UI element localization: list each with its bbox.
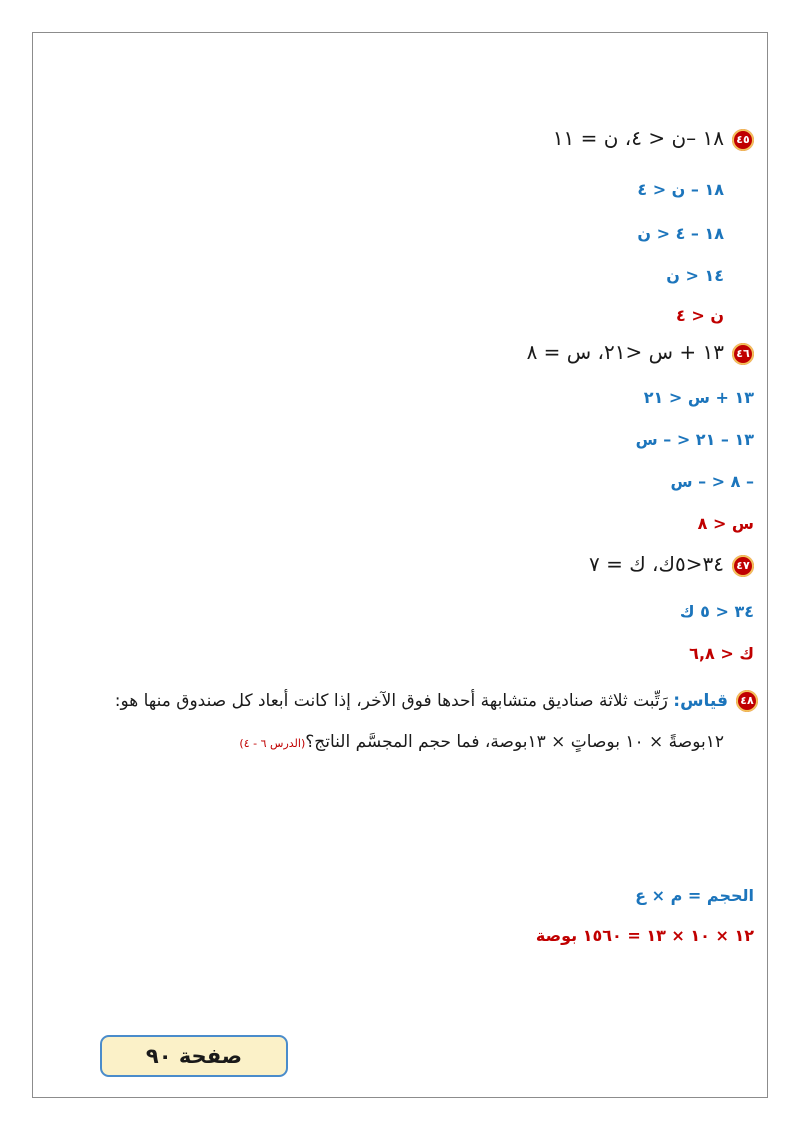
problem-45-statement [553, 126, 754, 151]
solution-answer: س < ٨ [697, 514, 754, 533]
problem-number-badge: ٤٧ [732, 555, 754, 577]
solution-step: ١٤ < ن [666, 266, 724, 285]
volume-answer: ١٢ × ١٠ × ١٣ = ١٥٦٠ بوصة [535, 926, 754, 945]
problem-47-statement [589, 552, 754, 577]
solution-step: ١٣ – ٢١ < – س [635, 430, 754, 449]
problem-48-line2 [239, 732, 724, 752]
lesson-reference: (الدرس ٦ - ٤) [239, 737, 306, 750]
problem-text: ١٢بوصةً × ١٠ بوصاتٍ × ١٣بوصة، فما حجم المجسَّم الناتج؟ [305, 732, 724, 752]
problem-statement-text: ١٨ –ن < ٤، ن = ١١ [552, 126, 724, 150]
problem-text: رَتِّبت ثلاثة صناديق متشابهة أحدها فوق الآخر، إذا كانت أبعاد كل صندوق منها هو: [114, 691, 668, 711]
solution-answer: ك < ٦,٨ [689, 644, 754, 663]
problem-statement-text: ٣٤<٥ك، ك = ٧ [588, 552, 724, 576]
problem-48-line1 [115, 690, 758, 712]
problem-number-badge: ٤٥ [732, 129, 754, 151]
solution-step: ٣٤ < ٥ ك [679, 602, 754, 621]
problem-keyword: قياس: [673, 691, 728, 711]
solution-step: ١٣ + س < ٢١ [643, 388, 754, 407]
problem-statement-text: ١٣ + س <٢١، س = ٨ [526, 340, 724, 364]
solution-step: – ٨ < – س [670, 472, 754, 491]
problem-number-badge: ٤٨ [736, 690, 758, 712]
solution-step: ١٨ – ن < ٤ [637, 180, 724, 199]
problem-46-statement [527, 340, 754, 365]
problem-number-badge: ٤٦ [732, 343, 754, 365]
volume-formula: الحجم = م × ع [635, 886, 754, 905]
solution-step: ١٨ – ٤ < ن [637, 224, 724, 243]
solution-answer: ن < ٤ [676, 306, 724, 325]
page-number-label: صفحة ٩٠ [100, 1035, 288, 1077]
